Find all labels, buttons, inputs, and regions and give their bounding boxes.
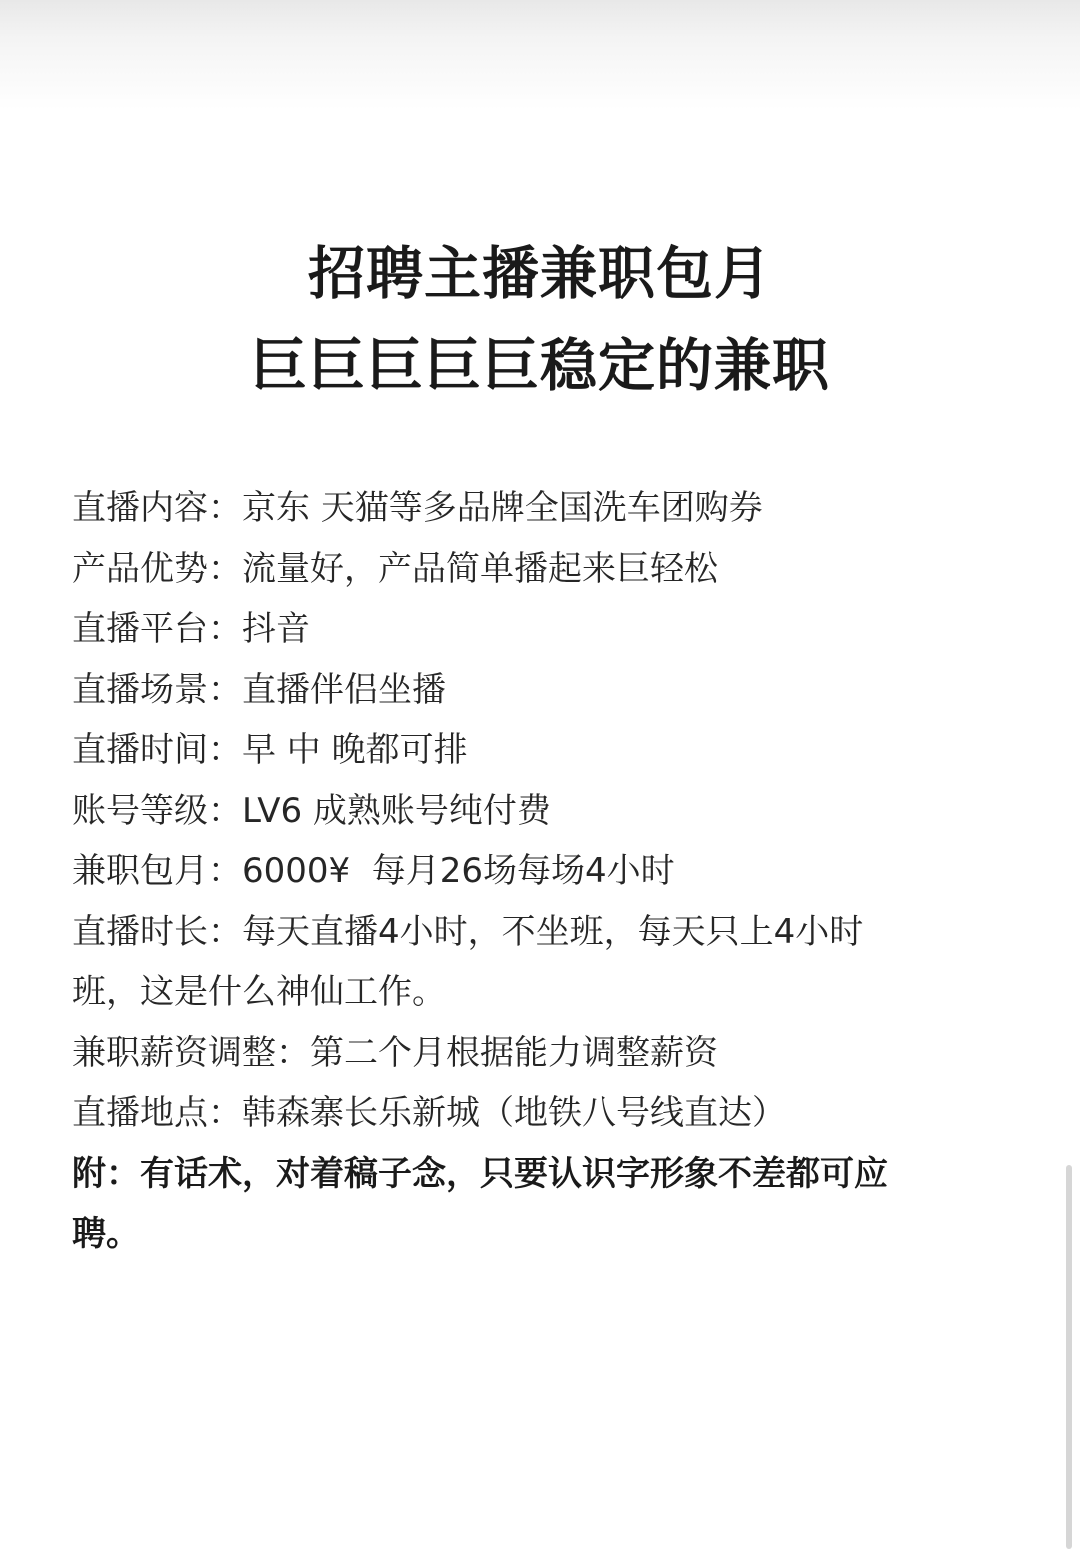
post-body [72,478,992,1265]
body-line-advantage: 产品优势：流量好，产品简单播起来巨轻松 [72,548,718,589]
title-line-1: 招聘主播兼职包月 [308,241,772,307]
body-line-content: 直播内容：京东 天猫等多品牌全国洗车团购券 [72,488,763,528]
body-line-note: 附：有话术，对着稿子念，只要认识字形象不差都可应 [72,1153,888,1194]
title-line-2: 巨巨巨巨巨稳定的兼职 [250,333,830,399]
body-line-duration: 直播时长：每天直播4小时，不坐班，每天只上4小时 [72,911,864,952]
body-line-scene: 直播场景：直播伴侣坐播 [72,669,446,710]
post-title [0,228,1080,412]
body-line-account-level: 账号等级：LV6 成熟账号纯付费 [72,790,551,831]
body-line-platform: 直播平台：抖音 [72,609,310,649]
body-line-location: 直播地点：韩森寨长乐新城（地铁八号线直达） [72,1093,786,1133]
body-line-salary-adjust: 兼职薪资调整：第二个月根据能力调整薪资 [72,1032,718,1073]
body-line-monthly-pay: 兼职包月：6000¥ 每月26场每场4小时 [72,851,675,891]
body-line-time: 直播时间：早 中 晚都可排 [72,730,468,770]
top-shadow [0,0,1080,110]
scrollbar[interactable] [1066,1165,1072,1549]
body-line-note-cont: 聘。 [72,1214,140,1254]
body-line-duration-cont: 班，这是什么神仙工作。 [72,972,446,1012]
